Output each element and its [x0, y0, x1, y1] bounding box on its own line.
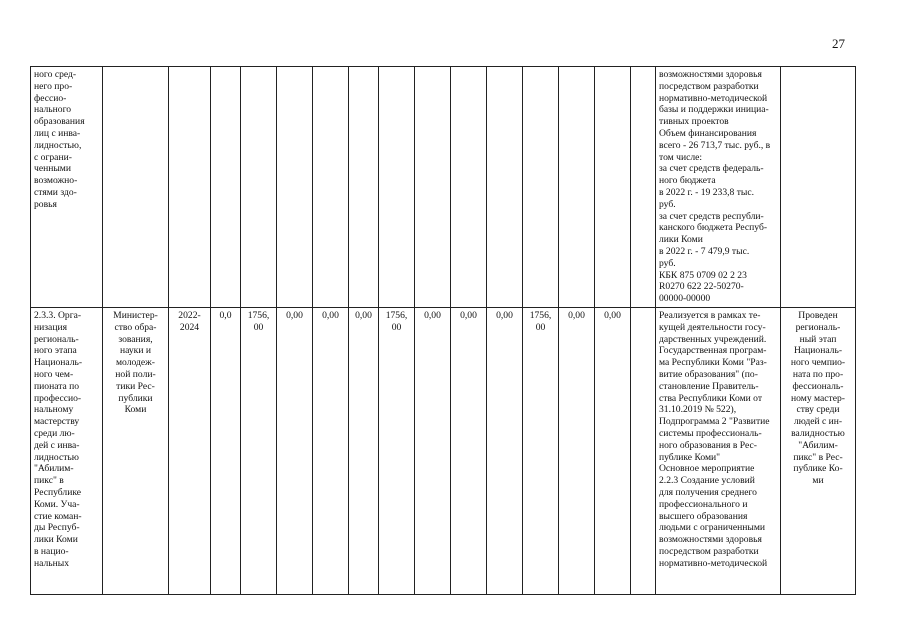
page-number: 27 [832, 36, 845, 51]
value-cell: 0,00 [349, 308, 379, 595]
value-cell [631, 67, 656, 308]
description-cell: Реализуется в рамках те- кущей деятельности госу- дарственных учреждений. Государственная програм- ма Республики Коми "Раз- витие образования" (по- становление Правитель- ства Республики Коми от 31.10.2019 № 522), Подпрограмма 2 "Развитие системы профессиональ- ного образования в Рес- публике Коми" Основное мероприятие 2.2.3 Создание условий для получения среднего профессионального и высшего образования людьми с ограниченными возможностями здоровья посредством разработки нормативно-методической [656, 308, 781, 595]
value-cell: 0,00 [277, 308, 313, 595]
value-cell [241, 67, 277, 308]
table-row [31, 308, 856, 595]
result-cell: Проведен региональ- ный этап Националь- ного чемпио- ната по про- фессиональ- ному мастер- ству среди людей с ин- валидностью "Абилим- пикс" в Рес- публике Ко- ми [781, 308, 856, 595]
value-cell [313, 67, 349, 308]
value-cell: 0,00 [487, 308, 523, 595]
value-cell: 0,0 [211, 308, 241, 595]
executor-cell: Министер- ство обра- зования, науки и молодеж- ной поли- тики Рес- публики Коми [103, 308, 169, 595]
value-cell: 1756, 00 [241, 308, 277, 595]
value-cell: 0,00 [451, 308, 487, 595]
value-cell: 0,00 [595, 308, 631, 595]
value-cell [559, 67, 595, 308]
value-cell [631, 308, 656, 595]
description-cell: возможностями здоровья посредством разработки нормативно-методической базы и поддержки инициа- тивных проектов Объем финансирования всего - 26 713,7 тыс. руб., в том числе: за счет средств федераль- ного бюджета в 2022 г. - 19 233,8 тыс. руб. за счет средств республи- канского бюджета Респуб- лики Коми в 2022 г. - 7 479,9 тыс. руб. КБК 875 0709 02 2 23 R0270 622 22-50270- 00000-00000 [656, 67, 781, 308]
value-cell [415, 67, 451, 308]
value-cell: 1756, 00 [379, 308, 415, 595]
value-cell: 0,00 [559, 308, 595, 595]
program-activities-table [30, 66, 856, 595]
value-cell [379, 67, 415, 308]
value-cell: 1756, 00 [523, 308, 559, 595]
period-cell [169, 67, 211, 308]
result-cell [781, 67, 856, 308]
executor-cell [103, 67, 169, 308]
value-cell [451, 67, 487, 308]
value-cell [487, 67, 523, 308]
value-cell [595, 67, 631, 308]
period-cell: 2022- 2024 [169, 308, 211, 595]
value-cell [349, 67, 379, 308]
value-cell: 0,00 [313, 308, 349, 595]
value-cell: 0,00 [415, 308, 451, 595]
value-cell [211, 67, 241, 308]
activity-name-cell: ного сред- него про- фессио- нального образования лиц с инва- лидностью, с ограни- ченными возможно- стями здо- ровья [31, 67, 103, 308]
activity-name-cell: 2.3.3. Орга- низация региональ- ного этапа Националь- ного чем- пионата по профессио- нальному мастерству среди лю- дей с инва- лидностью "Абилим- пикс" в Республике Коми. Уча- стие коман- ды Респуб- лики Коми в нацио- нальных [31, 308, 103, 595]
value-cell [277, 67, 313, 308]
value-cell [523, 67, 559, 308]
table-row [31, 67, 856, 308]
